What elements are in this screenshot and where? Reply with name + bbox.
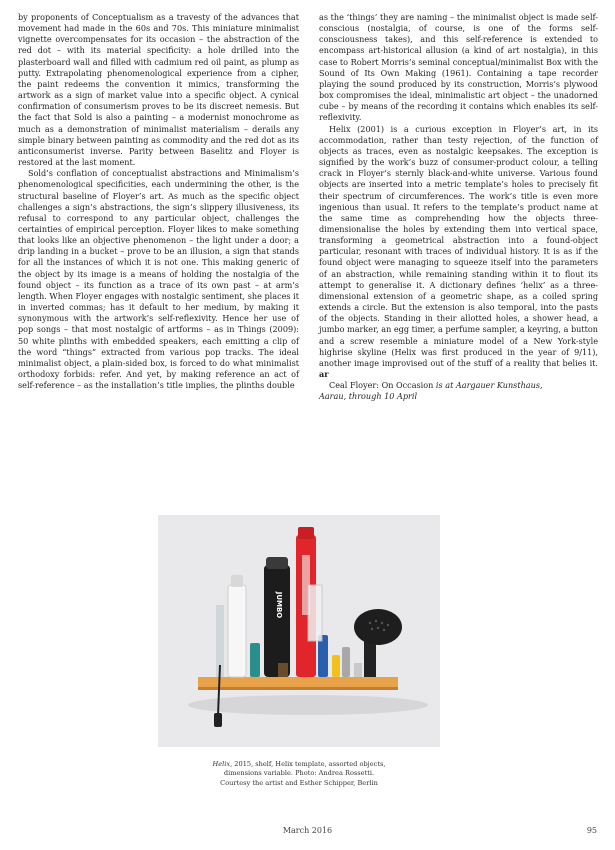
photo-caption bbox=[158, 760, 440, 788]
wall-shadow bbox=[188, 695, 428, 715]
credit-venue: is at Aargauer Kunsthaus, bbox=[433, 380, 543, 391]
jumbo-marker-cap bbox=[266, 557, 288, 569]
grey-object bbox=[342, 647, 350, 677]
small-silver-object bbox=[354, 663, 362, 677]
artwork-photo bbox=[158, 515, 440, 747]
article-paragraph: Sold’s conflation of conceptualist abstractions and Minimalism’s phenomenological specificities, each undermining the other, is the structural baseline of Floyer’s art. As much as the specific object challenges a sign’s abstractions, the sign’s slippery illusiveness, its refusal to correspond to any particular object, challenges the certainties of empirical perception. Floyer likes to make something that looks like an objective phenomenon – the light under a door; a drip landing in a bucket – prove to be an illusion, a sign that stands for all the instances of which it is not one. This making generic of the object by its image is a means of holding the nostalgia of the found object – its function as a trace of its own past – at arm’s length. When Floyer engages with nostalgic sentiment, she places it in inverted commas; has it default to her medium, by making it synonymous with the artwork’s self-reflexivity. Hence her use of pop songs – that most nostalgic of artforms – as in Things (2009): 50 white plinths with embedded speakers, each emitting a clip of the word “things” extracted from various pop tracks. The ideal minimalist object, a plain-sided box, is forced to do what minimalist orthodoxy forbids: refer. And yet, by making reference an act of self-reference – as the installation’s title implies, the plinths double bbox=[18, 168, 299, 391]
yellow-object bbox=[332, 655, 340, 677]
syringe bbox=[308, 585, 322, 641]
caption-title: Helix bbox=[212, 760, 231, 768]
caption-line1: , 2015, shelf, Helix template, assorted objects, bbox=[230, 760, 386, 768]
teal-object bbox=[250, 643, 260, 677]
shelf-edge bbox=[198, 687, 398, 690]
exhibition-credit bbox=[319, 380, 598, 402]
caption-line2: dimensions variable. Photo: Andrea Rossetti. bbox=[223, 769, 375, 778]
jumbo-marker bbox=[264, 565, 290, 677]
red-tube-cap bbox=[298, 527, 314, 539]
small-brown-object bbox=[278, 663, 288, 677]
orange-shelf bbox=[198, 677, 398, 687]
white-bottle-cap bbox=[231, 575, 243, 587]
helix-artwork-illustration bbox=[158, 515, 440, 747]
white-bottle bbox=[228, 585, 246, 677]
credit-dates: Aarau, through 10 April bbox=[319, 391, 418, 402]
caption-line3: Courtesy the artist and Esther Schipper, Berlin bbox=[220, 778, 378, 787]
right-paragraphs bbox=[319, 12, 598, 380]
article-right-column bbox=[319, 12, 598, 402]
article-paragraph: as the ‘things’ they are naming – the minimalist object is made self-conscious (nostalgia, of course, is one of the forms self-consciousness takes), and this self-reference is extended to encompass art-historical allusion (a kind of art nostalgia), in this case to Robert Morris’s seminal conceptual/minimalist Box with the Sound of Its Own Making (1961). Containing a tape recorder playing the sound produced by its construction, Morris’s plywood box compromises the ideal, minimalistic art object – the unadorned cube – by means of the recording it contains which enables its self-reflexivity. bbox=[319, 12, 598, 123]
page-number: 95 bbox=[586, 826, 597, 835]
article-paragraph: by proponents of Conceptualism as a travesty of the advances that movement had made in the 60s and 70s. This miniature minimalist vignette overcompensates for its occasion – the abstraction of the red dot – with its material specificity: a hole drilled into the plasterboard wall and filled with cadmium red oil paint, as plump as putty. Extrapolating phenomenological experience from a cipher, the paint redeems the convention it mimics, transforming the artwork as a sign of market value into a specific object. A cynical confirmation of consumerism proves to be its discreet nemesis. But the fact that Sold is also a painting – a modernist monochrome as much as a demonstration of minimalist materialism – derails any simple binary between painting as commodity and the red dot as its anticonsumerist inverse. Parity between Baselitz and Floyer is restored at the last moment. bbox=[18, 12, 299, 168]
jumbo-marker-label: JUMBO bbox=[275, 591, 283, 619]
keyring-fob bbox=[214, 713, 222, 727]
credit-title: Ceal Floyer: On Occasion bbox=[329, 380, 434, 391]
footer-date: March 2016 bbox=[282, 826, 333, 835]
article-paragraph: Helix (2001) is a curious exception in Floyer’s art, in its accommodation, rather than testy rejection, of the function of objects as traces, even as nostalgic keepsakes. The exception is signified by the work’s buzz of consumer-product colour, a telling crack in Floyer’s sternly black-and-white universe. Various found objects are inserted into a metric template’s holes to precisely fit their spectrum of circumferences. The work’s title is even more ingenious than usual. It refers to the template’s product name at the same time as comprehending how the objects three-dimensionalise the holes by extending them into vertical space, transforming a geometrical abstraction into a found-object particular, resonant with traces of individual history. It is as if the found object were managing to squeeze itself into the parameters of an abstraction, while remaining standing within it to flout its attempt to generalise it. A dictionary defines ‘helix’ as a three-dimensional extension of a geometric shape, as a coiled spring extends a circle. But the extension is also temporal, into the pasts of the objects. Standing in their allotted holes, a shower head, a jumbo marker, an egg timer, a perfume sampler, a keyring, a button and a screw resemble a miniature model of a New York-style highrise skyline (Helix was first produced in the year of 9/11), another image improvised out of the stuff of a reality that belies it. ar bbox=[319, 123, 598, 379]
article-left-column bbox=[18, 12, 299, 391]
article-end-mark: ar bbox=[319, 369, 329, 379]
